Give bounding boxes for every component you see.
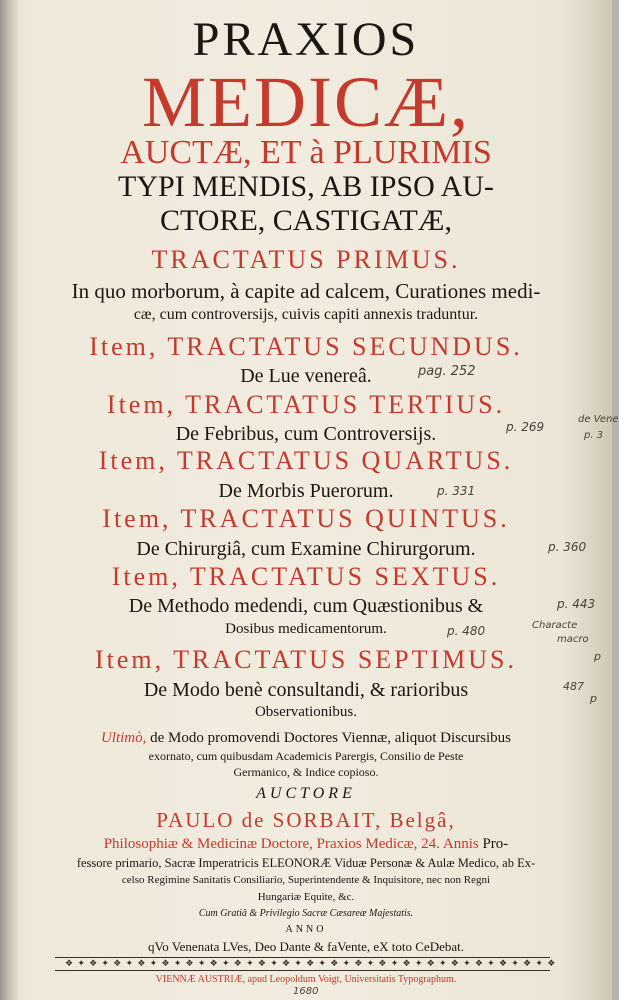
tractatus-tertius: Item, TRACTATUS TERTIUS. bbox=[106, 390, 506, 419]
quartus-desc: De Morbis Puerorum. bbox=[218, 480, 394, 502]
title-auctae: AUCTÆ, ET à PLURIMIS bbox=[120, 134, 492, 171]
ornament-band: ❖ ✦ ❖ ✦ ❖ ✦ ❖ ✦ ❖ ✦ ❖ ✦ ❖ ✦ ❖ ✦ ❖ ✦ ❖ ✦ ❖ ✦ ❖ ✦ ❖ ✦ ❖ ✦ ❖ ✦ ❖ ✦ ❖ ✦ ❖ ✦ ❖ ✦ ❖ ✦ ❖ bbox=[65, 958, 557, 968]
primus-desc-1: In quo morborum, à capite ad calcem, Curationes medi- bbox=[71, 279, 541, 303]
ultimo-text: de Modo promovendi Doctores Viennæ, aliquot Discursibus bbox=[150, 730, 512, 746]
author-desc-2: fessore primario, Sacræ Imperatricis ELEONORÆ Viduæ Personæ & Aulæ Medico, ab Ex- bbox=[76, 856, 536, 870]
primus-desc-2: cæ, cum controversijs, cuivis capiti annexis traduntur. bbox=[133, 306, 479, 323]
author-desc-3: celso Regimine Sanitatis Consiliario, Superintendente & Inquisitore, nec non Regni bbox=[121, 874, 491, 886]
note-p-480: p. 480 bbox=[447, 624, 486, 638]
author-title-red: Philosophiæ & Medicinæ Doctore, Praxios Medicæ, 24. Annis bbox=[103, 836, 483, 852]
title-praxios: PRAXIOS bbox=[192, 13, 420, 66]
rule-bottom bbox=[55, 970, 550, 971]
tractatus-primus: TRACTATUS PRIMUS. bbox=[151, 245, 461, 274]
note-p-360: p. 360 bbox=[548, 540, 587, 554]
ultimo-desc-3: Germanico, & Indice copioso. bbox=[233, 765, 379, 779]
tractatus-sextus: Item, TRACTATUS SEXTUS. bbox=[111, 562, 501, 591]
author-title-black: Pro- bbox=[482, 836, 509, 852]
tractatus-secundus: Item, TRACTATUS SECUNDUS. bbox=[89, 332, 523, 361]
author-desc-4: Hungariæ Equite, &c. bbox=[257, 891, 355, 903]
tractatus-septimus: Item, TRACTATUS SEPTIMUS. bbox=[94, 645, 518, 674]
note-p-margin-2: p bbox=[590, 692, 597, 705]
note-p-443: p. 443 bbox=[557, 597, 596, 611]
auctore-label: AUCTORE bbox=[256, 785, 356, 802]
note-p-margin: p bbox=[594, 650, 601, 663]
note-1680: 1680 bbox=[293, 986, 319, 997]
title-typi-mendis: TYPI MENDIS, AB IPSO AU- bbox=[118, 170, 494, 203]
chronogram: qVo Venenata LVes, Deo Dante & faVente, eX toto CeDebat. bbox=[147, 939, 464, 954]
quintus-desc: De Chirurgiâ, cum Examine Chirurgorum. bbox=[136, 538, 476, 560]
author-title-line bbox=[0, 837, 612, 852]
note-p-269: p. 269 bbox=[506, 420, 545, 434]
note-macro: macro bbox=[557, 634, 589, 645]
imprint-line: VIENNÆ AUSTRIÆ, apud Leopoldum Voigt, Universitatis Typographum. bbox=[155, 974, 457, 985]
note-characte: Characte bbox=[532, 620, 578, 631]
note-487: 487 bbox=[563, 680, 584, 693]
ultimo-desc-2: exornato, cum quibusdam Academicis Parergis, Consilio de Peste bbox=[148, 749, 464, 763]
sextus-desc-1: De Methodo medendi, cum Quæstionibus & bbox=[128, 595, 484, 617]
title-medicae: MEDICÆ, bbox=[141, 62, 470, 142]
tertius-desc: De Febribus, cum Controversijs. bbox=[175, 423, 437, 445]
note-p-331: p. 331 bbox=[437, 484, 476, 498]
sextus-desc-2: Dosibus medicamentorum. bbox=[225, 621, 387, 637]
author-name: PAULO de SORBAIT, Belgâ, bbox=[156, 808, 456, 832]
privilege-line: Cum Gratiâ & Privilegio Sacræ Cæsareæ Majestatis. bbox=[198, 908, 414, 919]
note-pag-252: pag. 252 bbox=[418, 364, 476, 379]
note-p-3: p. 3 bbox=[584, 430, 604, 441]
ultimo-word: Ultimò, bbox=[100, 730, 151, 746]
tractatus-quintus: Item, TRACTATUS QUINTUS. bbox=[102, 504, 510, 533]
septimus-desc-1: De Modo benè consultandi, & rarioribus bbox=[143, 679, 469, 701]
tractatus-quartus: Item, TRACTATUS QUARTUS. bbox=[98, 446, 514, 475]
anno-label: ANNO bbox=[285, 924, 327, 935]
secundus-desc: De Lue venereâ. bbox=[240, 365, 372, 387]
ultimo-line bbox=[0, 731, 612, 746]
septimus-desc-2: Observationibus. bbox=[254, 704, 358, 720]
title-auctore-castigatae: CTORE, CASTIGATÆ, bbox=[160, 204, 452, 237]
note-de-ven: de Vene bbox=[578, 414, 619, 425]
